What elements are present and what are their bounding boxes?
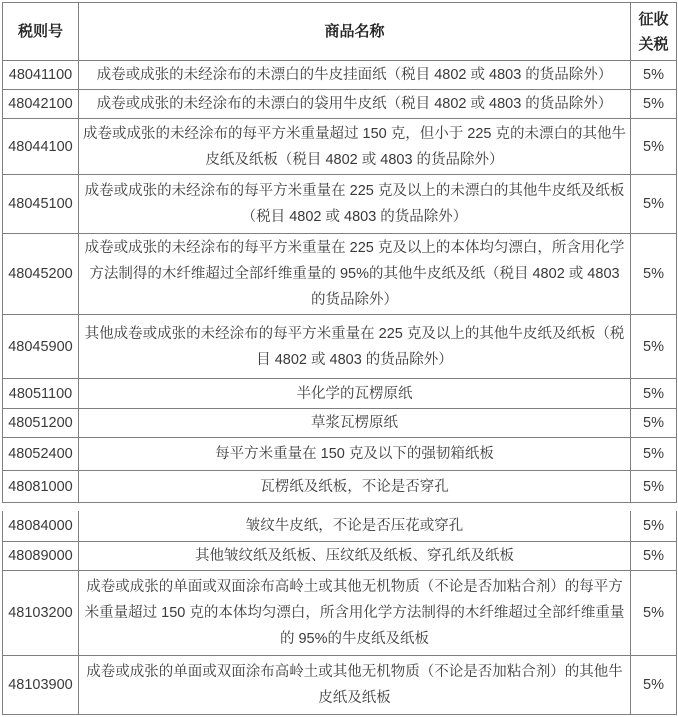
table-row [3, 379, 677, 409]
code-cell: 48089000 [3, 541, 79, 570]
code-cell: 48051200 [3, 409, 79, 438]
name-cell: 成卷或成张的未经涂布的未漂白的牛皮挂面纸（税目 4802 或 4803 的货品除外） [79, 61, 631, 90]
table-row [3, 175, 677, 234]
tariff-cell: 5% [631, 119, 677, 175]
name-cell: 成卷或成张的未经涂布的每平方米重量在 225 克及以上的本体均匀漂白，所含用化学方法制得的木纤维超过全部纤维重量的 95%的其他牛皮纸及纸（税目 4802 或 4803 的货品除外） [79, 234, 631, 315]
name-cell: 每平方米重量在 150 克及以下的强韧箱纸板 [79, 438, 631, 471]
table-row [3, 61, 677, 90]
tariff-cell: 5% [631, 570, 677, 655]
code-cell: 48045100 [3, 175, 79, 234]
code-cell: 48052400 [3, 438, 79, 471]
name-cell: 其他皱纹纸及纸板、压纹纸及纸板、穿孔纸及纸板 [79, 541, 631, 570]
tariff-cell: 5% [631, 315, 677, 379]
table-row [3, 409, 677, 438]
table-row [3, 119, 677, 175]
name-cell: 成卷或成张的未经涂布的每平方米重量在 225 克及以上的未漂白的其他牛皮纸及纸板（税目 4802 或 4803 的货品除外） [79, 175, 631, 234]
table-row [3, 438, 677, 471]
table-row [3, 234, 677, 315]
table-section-divider [0, 503, 678, 511]
name-cell: 成卷或成张的单面或双面涂布高岭土或其他无机物质（不论是否加粘合剂）的每平方米重量超过 150 克的本体均匀漂白，所含用化学方法制得的木纤维超过全部纤维重量的 95%的牛皮纸及纸板 [79, 570, 631, 655]
tariff-cell: 5% [631, 471, 677, 503]
col-header-tariff: 征收关税 [631, 3, 677, 61]
code-cell: 48044100 [3, 119, 79, 175]
code-cell: 48041100 [3, 61, 79, 90]
code-cell: 48045200 [3, 234, 79, 315]
col-header-name: 商品名称 [79, 3, 631, 61]
tariff-table-section-2 [2, 511, 677, 715]
code-cell: 48081000 [3, 471, 79, 503]
tariff-cell: 5% [631, 409, 677, 438]
tariff-cell: 5% [631, 511, 677, 541]
table-row [3, 570, 677, 655]
name-cell: 瓦楞纸及纸板，不论是否穿孔 [79, 471, 631, 503]
tariff-cell: 5% [631, 90, 677, 119]
table-row [3, 315, 677, 379]
table-row [3, 471, 677, 503]
code-cell: 48103200 [3, 570, 79, 655]
name-cell: 草浆瓦楞原纸 [79, 409, 631, 438]
name-cell: 成卷或成张的单面或双面涂布高岭土或其他无机物质（不论是否加粘合剂）的其他牛皮纸及纸板 [79, 655, 631, 714]
code-cell: 48103900 [3, 655, 79, 714]
name-cell: 成卷或成张的未经涂布的未漂白的袋用牛皮纸（税目 4802 或 4803 的货品除外） [79, 90, 631, 119]
code-cell: 48042100 [3, 90, 79, 119]
tariff-cell: 5% [631, 61, 677, 90]
tariff-table-section-1 [2, 2, 677, 503]
code-cell: 48045900 [3, 315, 79, 379]
table-row [3, 511, 677, 541]
table-row [3, 90, 677, 119]
header-row [3, 3, 677, 61]
code-cell: 48051100 [3, 379, 79, 409]
tariff-cell: 5% [631, 541, 677, 570]
table-row [3, 541, 677, 570]
name-cell: 皱纹牛皮纸，不论是否压花或穿孔 [79, 511, 631, 541]
name-cell: 其他成卷或成张的未经涂布的每平方米重量在 225 克及以上的其他牛皮纸及纸板（税目 4802 或 4803 的货品除外） [79, 315, 631, 379]
code-cell: 48084000 [3, 511, 79, 541]
tariff-cell: 5% [631, 175, 677, 234]
name-cell: 半化学的瓦楞原纸 [79, 379, 631, 409]
name-cell: 成卷或成张的未经涂布的每平方米重量超过 150 克，但小于 225 克的未漂白的其他牛皮纸及纸板（税目 4802 或 4803 的货品除外） [79, 119, 631, 175]
col-header-code: 税则号 [3, 3, 79, 61]
tariff-cell: 5% [631, 234, 677, 315]
tariff-cell: 5% [631, 655, 677, 714]
table-row [3, 655, 677, 714]
tariff-cell: 5% [631, 379, 677, 409]
tariff-cell: 5% [631, 438, 677, 471]
